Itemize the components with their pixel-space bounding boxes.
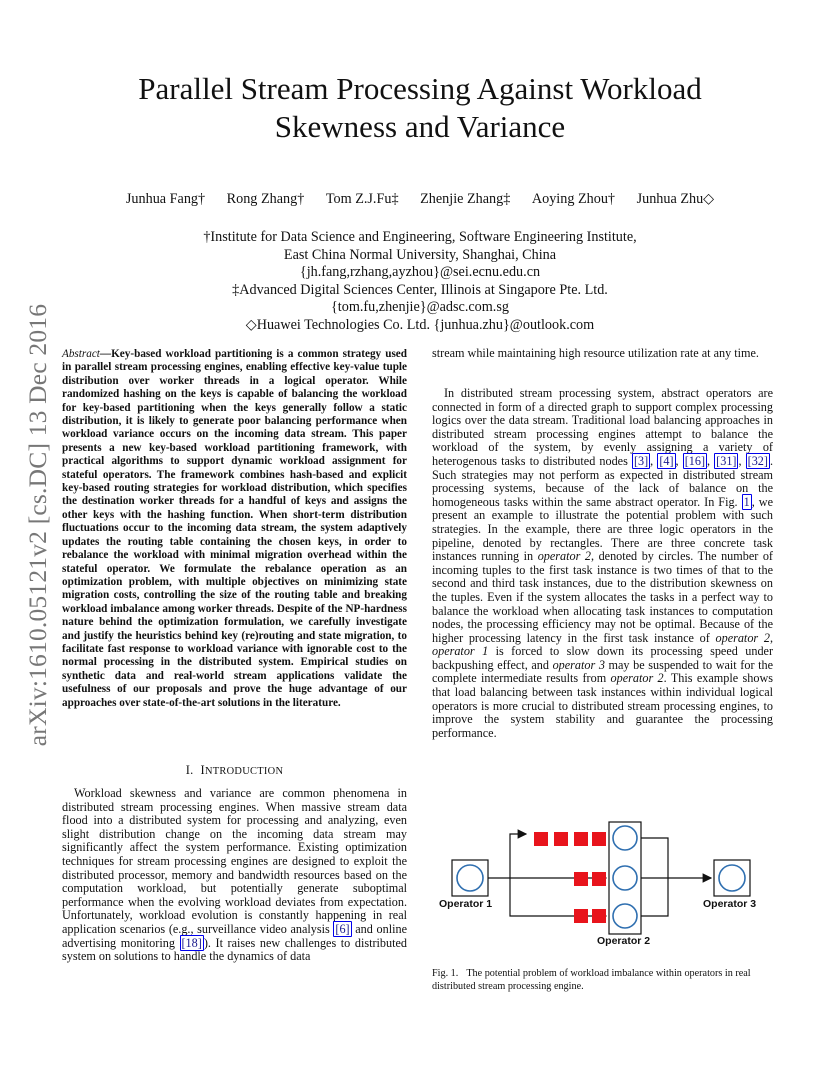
intro-paragraph-1	[62, 787, 407, 964]
task-instance-circle	[719, 865, 745, 891]
paragraph-text: . Such strategies may not perform as expected in distributed stream processing systems, because of the lack of balance on the homogeneous tasks within the same abstract operator. In Fig.	[432, 453, 773, 509]
author: Tom Z.J.Fu‡	[325, 191, 399, 207]
caption-text: The potential problem of workload imbalance within operators in real distributed stream processing engine.	[432, 968, 751, 992]
section-initial: I	[200, 763, 205, 777]
affiliation-line: East China Normal University, Shanghai, China	[283, 247, 557, 263]
paragraph-text: ). It raises new challenges to distributed system on solutions to handle the dynamics of data	[62, 935, 407, 964]
paragraph-text: may be suspended to wait for the complete intermediate results from	[432, 657, 773, 686]
paragraph-text: , denoted by circles. The number of incoming tuples to the first task instance is two times of that to the second and third task instances, due to the distribution skewness on the tuples. Even if the system allocates the tasks in a perfect way to balance the workload when allocating task instances to computation nodes, the processing efficiency may not be optimal. Because of the higher processing latency in the first task instance of	[432, 549, 773, 645]
route-arrow	[488, 834, 526, 878]
author: Junhua Fang†	[125, 191, 206, 207]
operator-term: operator 2	[715, 630, 770, 645]
section-title-rest: NTRODUCTION	[204, 766, 284, 777]
citation-link[interactable]: [32]	[747, 453, 768, 468]
affiliation-line: ‡Advanced Digital Sciences Center, Illinois at Singapore Pte. Ltd.	[232, 282, 608, 298]
citation-link[interactable]: [3]	[633, 453, 649, 468]
affiliation-line: ◇Huawei Technologies Co. Ltd. {junhua.zhu}@outlook.com	[245, 317, 595, 333]
operator-term: operator 2	[610, 671, 664, 686]
author: Rong Zhang†	[226, 191, 305, 207]
citation-link[interactable]: [16]	[684, 453, 706, 468]
abstract-text: —Key-based workload partitioning is a common strategy used in parallel stream processing engines, enabling effective key-value tuple distribution over worker threads in a logical operator. While randomized hashing on the keys is capable of balancing the workload for key-based partitioning when the keys generally follow a static distribution, it is likely to generate poor balancing performance when workload variance occurs on the incoming data stream. This paper presents a new key-based workload partitioning framework, with practical algorithms to support dynamic workload assignment for stateful operators. The framework combines hash-based and explicit key-based routing strategies for workload distribution, which specifies the destination worker threads for a handful of keys and assigns the other keys with the hashing function. When short-term distribution fluctuations occur to the incoming data stream, the system adaptively updates the routing table containing the chosen keys, in order to rebalance the workload with minimal migration overhead within the stateful operator. We formulate the rebalance operation as an optimization problem, with multiple objectives on minimizing state migration costs, controlling the size of the routing table and breaking workload imbalance among worker threads. Despite of the NP-hardness nature behind the optimization formulation, we carefully investigate and justify the heuristics behind key (re)routing and state migration, to facilitate fast response to workload variance with ignorable cost to the normal processing in the distributed system. Empirical studies on synthetic data and real-world stream applications validate the usefulness of our proposals and prove the huge advantage of our approaches over state-of-the-art solutions in the literature.	[62, 348, 407, 709]
citation-link[interactable]: [4]	[659, 453, 674, 468]
section-heading	[62, 763, 407, 778]
operator-1-label: Operator 1	[439, 898, 493, 910]
task-instance-circle	[613, 866, 637, 890]
author: Zhenjie Zhang‡	[420, 191, 511, 207]
caption-label: Fig. 1.	[432, 968, 459, 979]
task-instance-circle	[613, 826, 637, 850]
paragraph-text: In distributed stream processing system, abstract operators are connected in form of a directed graph to support complex processing logics over the data stream. Traditional load balancing approaches in distributed stream processing engines attempt to balance the workload of the system, by evenly assigning a variety of heterogenous tasks to distributed nodes	[432, 386, 773, 468]
paragraph-text: . This example shows that load balancing between task instances within individual logical operators is more crucial to distributed stream processing engines, to improve the system stability and guarantee the processing performance.	[432, 671, 773, 740]
operator-term: operator 1	[432, 644, 489, 659]
route-arrow	[510, 878, 606, 916]
abstract	[62, 348, 407, 710]
operator-term: operator 2	[537, 549, 591, 564]
abstract-lead: Abstract	[62, 348, 100, 360]
paper-title-line-2: Skewness and Variance	[274, 109, 566, 144]
author-list	[100, 191, 740, 208]
citation-link[interactable]: [6]	[335, 921, 350, 936]
intro-paragraph-2: In distributed stream processing system, abstract operators are connected in form of a directed graph to support complex processing logics over the data stream. Traditional load balancing approaches in distributed stream processing engines attempt to balance the workload of the system, by evenly assigning a variety of heterogenous tasks to distributed nodes [3] , [4] , [16] , [31] , [32] . Such strategies may not perform as expected in distributed stream processing systems, because of the lack of balance on the homogeneous tasks within the same abstract operator. In Fig. 1 , we present an example to illustrate the potential problem with such strategies. In the example, there are three logic operators in the pipeline, denoted by rectangles. There are three concrete task instances running in operator 2, denoted by circles. The number of incoming tuples to the first task instance is two times of that to the second and third task instances, due to the distribution skewness on the tuples. Even if the system allocates the tasks in a perfect way to balance the workload when allocating task instances to computation nodes, the processing efficiency may not be optimal. Because of the higher processing latency in the first task instance of operator 2, operator 1 is forced to slow down its processing speed under backpushing effect, and operator 3 may be suspended to wait for the complete intermediate results from operator 2. This example shows that load balancing between task instances within individual logical operators is more crucial to distributed stream processing engines, to improve the system stability and guarantee the processing performance.	[432, 386, 774, 740]
paper-title-line-1: Parallel Stream Processing Against Workload	[138, 71, 702, 106]
affiliation-email: {jh.fang,rzhang,ayzhou}@sei.ecnu.edu.cn	[299, 264, 541, 280]
paragraph-text: is forced to slow down its processing speed under backpushing effect, and	[432, 644, 774, 672]
paragraph-text: and online advertising monitoring	[62, 921, 407, 950]
operator-term: operator 3	[552, 657, 605, 672]
operator-2-label: Operator 2	[597, 935, 651, 947]
citation-link[interactable]: [18]	[181, 935, 202, 950]
task-instance-circle	[613, 904, 637, 928]
merge-line	[641, 838, 668, 916]
figure-1	[436, 818, 776, 958]
affiliation-email: {tom.fu,zhenjie}@adsc.com.sg	[331, 299, 509, 315]
paragraph-text: Workload skewness and variance are common phenomena in distributed stream processing engines. When massive stream data flood into a distributed system for processing and analyzing, even slight distribution change on the incoming data stream may significantly affect the system performance. Existing optimization techniques for stream processing engines are designed to exploit the distributed processor, memory and bandwidth resources based on the computation workload, but potentially generate suboptimal performance when the evolving workload deviates from expectation. Unfortunately, workload evolution is constantly happening in real application scenarios (e.g., surveillance video analysis	[62, 786, 407, 936]
citation-link[interactable]: [31]	[716, 453, 737, 468]
operator-3-label: Operator 3	[703, 898, 757, 910]
author: Junhua Zhu◇	[636, 191, 715, 207]
author: Aoying Zhou†	[531, 191, 616, 207]
figure-link[interactable]: 1	[743, 494, 750, 509]
arxiv-identifier: arXiv:1610.05121v2 [cs.DC] 13 Dec 2016	[23, 303, 52, 747]
figure-caption	[432, 968, 774, 994]
task-instance-circle	[457, 865, 483, 891]
affiliation-line: †Institute for Data Science and Engineering, Software Engineering Institute,	[203, 229, 637, 245]
intro-paragraph-1-continued: stream while maintaining high resource utilization rate at any time.	[432, 346, 759, 360]
paragraph-text: , we present an example to illustrate the potential problem with such strategies. In the example, there are three logic operators in the pipeline, denoted by rectangles. There are three concrete task instances running in	[432, 494, 773, 564]
section-number: I.	[185, 763, 194, 777]
paragraph-text: ,	[769, 630, 773, 645]
